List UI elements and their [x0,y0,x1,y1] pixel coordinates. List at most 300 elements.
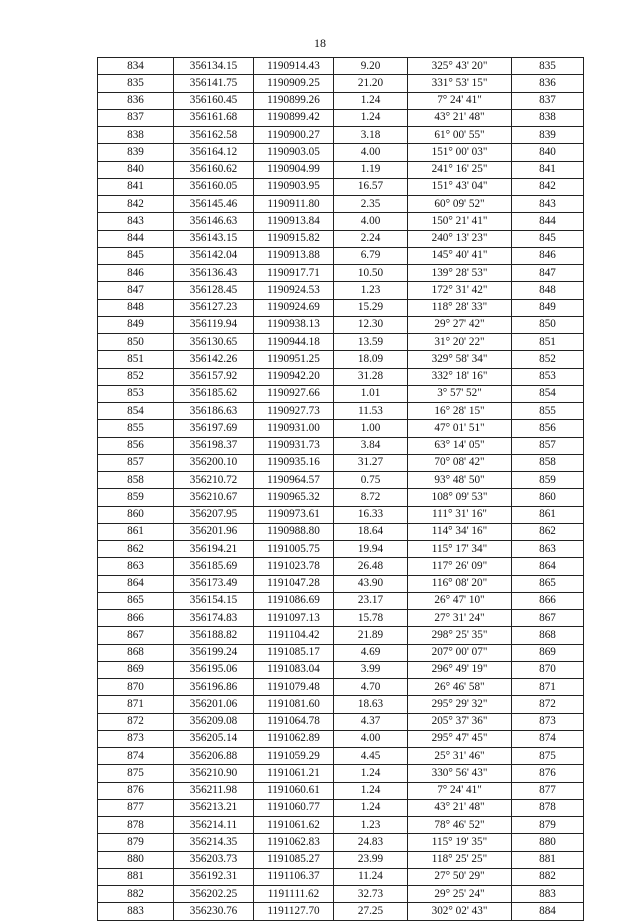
x-coordinate-cell: 356185.62 [174,385,254,402]
table-row [98,575,584,592]
y-coordinate-cell: 1191104.42 [254,627,334,644]
bearing-cell: 302° 02' 43" [408,903,512,920]
y-coordinate-cell: 1191061.21 [254,765,334,782]
next-point-cell: 857 [512,437,584,454]
table-row [98,127,584,144]
y-coordinate-cell: 1190924.53 [254,282,334,299]
x-coordinate-cell: 356157.92 [174,368,254,385]
point-number-cell: 834 [98,58,174,75]
y-coordinate-cell: 1190911.80 [254,196,334,213]
distance-cell: 1.01 [334,385,408,402]
x-coordinate-cell: 356203.73 [174,851,254,868]
bearing-cell: 16° 28' 15" [408,403,512,420]
x-coordinate-cell: 356142.26 [174,351,254,368]
next-point-cell: 866 [512,592,584,609]
next-point-cell: 884 [512,903,584,920]
table-row [98,730,584,747]
y-coordinate-cell: 1190973.61 [254,506,334,523]
bearing-cell: 108° 09' 53" [408,489,512,506]
point-number-cell: 872 [98,713,174,730]
point-number-cell: 852 [98,368,174,385]
bearing-cell: 43° 21' 48" [408,109,512,126]
point-number-cell: 862 [98,541,174,558]
x-coordinate-cell: 356230.76 [174,903,254,920]
bearing-cell: 325° 43' 20" [408,58,512,75]
next-point-cell: 842 [512,178,584,195]
next-point-cell: 845 [512,230,584,247]
x-coordinate-cell: 356205.14 [174,730,254,747]
next-point-cell: 835 [512,58,584,75]
distance-cell: 16.33 [334,506,408,523]
table-row [98,334,584,351]
distance-cell: 18.64 [334,523,408,540]
y-coordinate-cell: 1191047.28 [254,575,334,592]
bearing-cell: 31° 20' 22" [408,334,512,351]
distance-cell: 31.28 [334,368,408,385]
bearing-cell: 241° 16' 25" [408,161,512,178]
next-point-cell: 863 [512,541,584,558]
distance-cell: 10.50 [334,265,408,282]
x-coordinate-cell: 356173.49 [174,575,254,592]
y-coordinate-cell: 1190899.42 [254,109,334,126]
y-coordinate-cell: 1191083.04 [254,661,334,678]
x-coordinate-cell: 356146.63 [174,213,254,230]
y-coordinate-cell: 1190938.13 [254,316,334,333]
point-number-cell: 867 [98,627,174,644]
x-coordinate-cell: 356185.69 [174,558,254,575]
distance-cell: 8.72 [334,489,408,506]
point-number-cell: 859 [98,489,174,506]
table-row [98,58,584,75]
y-coordinate-cell: 1191060.61 [254,782,334,799]
point-number-cell: 850 [98,334,174,351]
y-coordinate-cell: 1190931.00 [254,420,334,437]
next-point-cell: 855 [512,403,584,420]
bearing-cell: 115° 19' 35" [408,834,512,851]
table-row [98,523,584,540]
next-point-cell: 872 [512,696,584,713]
distance-cell: 43.90 [334,575,408,592]
next-point-cell: 841 [512,161,584,178]
x-coordinate-cell: 356201.96 [174,523,254,540]
next-point-cell: 843 [512,196,584,213]
bearing-cell: 207° 00' 07" [408,644,512,661]
y-coordinate-cell: 1191060.77 [254,799,334,816]
bearing-cell: 331° 53' 15" [408,75,512,92]
y-coordinate-cell: 1191005.75 [254,541,334,558]
distance-cell: 27.25 [334,903,408,920]
y-coordinate-cell: 1191086.69 [254,592,334,609]
next-point-cell: 871 [512,679,584,696]
y-coordinate-cell: 1191085.27 [254,851,334,868]
point-number-cell: 883 [98,903,174,920]
point-number-cell: 853 [98,385,174,402]
bearing-cell: 150° 21' 41" [408,213,512,230]
table-row [98,748,584,765]
point-number-cell: 840 [98,161,174,178]
bearing-cell: 172° 31' 42" [408,282,512,299]
next-point-cell: 840 [512,144,584,161]
y-coordinate-cell: 1190988.80 [254,523,334,540]
point-number-cell: 857 [98,454,174,471]
x-coordinate-cell: 356200.10 [174,454,254,471]
table-row [98,230,584,247]
distance-cell: 21.89 [334,627,408,644]
next-point-cell: 870 [512,661,584,678]
next-point-cell: 848 [512,282,584,299]
x-coordinate-cell: 356162.58 [174,127,254,144]
y-coordinate-cell: 1190965.32 [254,489,334,506]
point-number-cell: 861 [98,523,174,540]
distance-cell: 4.70 [334,679,408,696]
table-row [98,713,584,730]
bearing-cell: 111° 31' 16" [408,506,512,523]
distance-cell: 1.23 [334,817,408,834]
y-coordinate-cell: 1190899.26 [254,92,334,109]
x-coordinate-cell: 356213.21 [174,799,254,816]
table-row [98,558,584,575]
point-number-cell: 873 [98,730,174,747]
y-coordinate-cell: 1190903.05 [254,144,334,161]
bearing-cell: 93° 48' 50" [408,472,512,489]
table-row [98,506,584,523]
next-point-cell: 880 [512,834,584,851]
next-point-cell: 868 [512,627,584,644]
x-coordinate-cell: 356209.08 [174,713,254,730]
table-row [98,282,584,299]
table-row [98,161,584,178]
point-number-cell: 878 [98,817,174,834]
table-row [98,886,584,903]
point-number-cell: 837 [98,109,174,126]
table-row [98,765,584,782]
y-coordinate-cell: 1190924.69 [254,299,334,316]
distance-cell: 1.24 [334,109,408,126]
table-row [98,92,584,109]
bearing-cell: 25° 31' 46" [408,748,512,765]
table-row [98,851,584,868]
x-coordinate-cell: 356188.82 [174,627,254,644]
y-coordinate-cell: 1190942.20 [254,368,334,385]
distance-cell: 24.83 [334,834,408,851]
bearing-cell: 29° 25' 24" [408,886,512,903]
point-number-cell: 869 [98,661,174,678]
distance-cell: 6.79 [334,247,408,264]
x-coordinate-cell: 356195.06 [174,661,254,678]
point-number-cell: 866 [98,610,174,627]
table-row [98,403,584,420]
y-coordinate-cell: 1191097.13 [254,610,334,627]
distance-cell: 11.53 [334,403,408,420]
bearing-cell: 27° 50' 29" [408,868,512,885]
next-point-cell: 882 [512,868,584,885]
point-number-cell: 836 [98,92,174,109]
table-row [98,178,584,195]
table-row [98,903,584,920]
point-number-cell: 860 [98,506,174,523]
x-coordinate-cell: 356214.35 [174,834,254,851]
table-row [98,213,584,230]
y-coordinate-cell: 1191062.83 [254,834,334,851]
y-coordinate-cell: 1190913.84 [254,213,334,230]
coordinates-table-body [98,58,584,921]
bearing-cell: 78° 46' 52" [408,817,512,834]
point-number-cell: 844 [98,230,174,247]
table-row [98,696,584,713]
bearing-cell: 115° 17' 34" [408,541,512,558]
bearing-cell: 7° 24' 41" [408,782,512,799]
next-point-cell: 836 [512,75,584,92]
bearing-cell: 296° 49' 19" [408,661,512,678]
next-point-cell: 839 [512,127,584,144]
distance-cell: 4.00 [334,213,408,230]
bearing-cell: 151° 43' 04" [408,178,512,195]
y-coordinate-cell: 1190914.43 [254,58,334,75]
y-coordinate-cell: 1190915.82 [254,230,334,247]
distance-cell: 12.30 [334,316,408,333]
bearing-cell: 298° 25' 35" [408,627,512,644]
point-number-cell: 876 [98,782,174,799]
table-row [98,799,584,816]
point-number-cell: 839 [98,144,174,161]
next-point-cell: 854 [512,385,584,402]
x-coordinate-cell: 356134.15 [174,58,254,75]
y-coordinate-cell: 1190917.71 [254,265,334,282]
point-number-cell: 874 [98,748,174,765]
distance-cell: 15.29 [334,299,408,316]
table-row [98,592,584,609]
point-number-cell: 858 [98,472,174,489]
distance-cell: 26.48 [334,558,408,575]
bearing-cell: 295° 29' 32" [408,696,512,713]
distance-cell: 4.69 [334,644,408,661]
distance-cell: 18.09 [334,351,408,368]
x-coordinate-cell: 356143.15 [174,230,254,247]
y-coordinate-cell: 1191061.62 [254,817,334,834]
y-coordinate-cell: 1190900.27 [254,127,334,144]
point-number-cell: 881 [98,868,174,885]
table-row [98,299,584,316]
y-coordinate-cell: 1191081.60 [254,696,334,713]
bearing-cell: 117° 26' 09" [408,558,512,575]
table-row [98,817,584,834]
table-row [98,868,584,885]
distance-cell: 16.57 [334,178,408,195]
point-number-cell: 856 [98,437,174,454]
next-point-cell: 838 [512,109,584,126]
distance-cell: 4.00 [334,144,408,161]
x-coordinate-cell: 356202.25 [174,886,254,903]
bearing-cell: 139° 28' 53" [408,265,512,282]
distance-cell: 15.78 [334,610,408,627]
next-point-cell: 867 [512,610,584,627]
point-number-cell: 879 [98,834,174,851]
table-row [98,782,584,799]
distance-cell: 1.19 [334,161,408,178]
point-number-cell: 865 [98,592,174,609]
coordinates-table [97,57,584,921]
next-point-cell: 850 [512,316,584,333]
bearing-cell: 205° 37' 36" [408,713,512,730]
bearing-cell: 26° 47' 10" [408,592,512,609]
distance-cell: 19.94 [334,541,408,558]
bearing-cell: 145° 40' 41" [408,247,512,264]
distance-cell: 1.24 [334,765,408,782]
distance-cell: 1.23 [334,282,408,299]
next-point-cell: 851 [512,334,584,351]
distance-cell: 23.99 [334,851,408,868]
x-coordinate-cell: 356194.21 [174,541,254,558]
next-point-cell: 881 [512,851,584,868]
bearing-cell: 70° 08' 42" [408,454,512,471]
next-point-cell: 883 [512,886,584,903]
next-point-cell: 837 [512,92,584,109]
x-coordinate-cell: 356160.62 [174,161,254,178]
point-number-cell: 835 [98,75,174,92]
distance-cell: 3.84 [334,437,408,454]
y-coordinate-cell: 1191079.48 [254,679,334,696]
y-coordinate-cell: 1191062.89 [254,730,334,747]
table-row [98,144,584,161]
x-coordinate-cell: 356198.37 [174,437,254,454]
y-coordinate-cell: 1190927.66 [254,385,334,402]
distance-cell: 4.00 [334,730,408,747]
y-coordinate-cell: 1191111.62 [254,886,334,903]
x-coordinate-cell: 356130.65 [174,334,254,351]
x-coordinate-cell: 356201.06 [174,696,254,713]
bearing-cell: 295° 47' 45" [408,730,512,747]
point-number-cell: 838 [98,127,174,144]
next-point-cell: 874 [512,730,584,747]
bearing-cell: 7° 24' 41" [408,92,512,109]
x-coordinate-cell: 356164.12 [174,144,254,161]
table-row [98,627,584,644]
bearing-cell: 240° 13' 23" [408,230,512,247]
distance-cell: 9.20 [334,58,408,75]
x-coordinate-cell: 356160.05 [174,178,254,195]
x-coordinate-cell: 356210.72 [174,472,254,489]
y-coordinate-cell: 1190944.18 [254,334,334,351]
y-coordinate-cell: 1191023.78 [254,558,334,575]
x-coordinate-cell: 356192.31 [174,868,254,885]
y-coordinate-cell: 1190903.95 [254,178,334,195]
bearing-cell: 118° 25' 25" [408,851,512,868]
distance-cell: 13.59 [334,334,408,351]
next-point-cell: 858 [512,454,584,471]
distance-cell: 3.99 [334,661,408,678]
table-row [98,265,584,282]
x-coordinate-cell: 356145.46 [174,196,254,213]
next-point-cell: 844 [512,213,584,230]
next-point-cell: 849 [512,299,584,316]
y-coordinate-cell: 1190951.25 [254,351,334,368]
y-coordinate-cell: 1191085.17 [254,644,334,661]
distance-cell: 2.24 [334,230,408,247]
x-coordinate-cell: 356186.63 [174,403,254,420]
table-row [98,420,584,437]
x-coordinate-cell: 356128.45 [174,282,254,299]
bearing-cell: 332° 18' 16" [408,368,512,385]
x-coordinate-cell: 356207.95 [174,506,254,523]
table-row [98,368,584,385]
distance-cell: 23.17 [334,592,408,609]
x-coordinate-cell: 356154.15 [174,592,254,609]
next-point-cell: 859 [512,472,584,489]
point-number-cell: 843 [98,213,174,230]
next-point-cell: 877 [512,782,584,799]
point-number-cell: 855 [98,420,174,437]
y-coordinate-cell: 1190913.88 [254,247,334,264]
table-row [98,75,584,92]
point-number-cell: 870 [98,679,174,696]
table-row [98,454,584,471]
y-coordinate-cell: 1191127.70 [254,903,334,920]
distance-cell: 1.24 [334,799,408,816]
bearing-cell: 118° 28' 33" [408,299,512,316]
point-number-cell: 847 [98,282,174,299]
x-coordinate-cell: 356119.94 [174,316,254,333]
y-coordinate-cell: 1190935.16 [254,454,334,471]
y-coordinate-cell: 1191106.37 [254,868,334,885]
bearing-cell: 60° 09' 52" [408,196,512,213]
x-coordinate-cell: 356210.67 [174,489,254,506]
y-coordinate-cell: 1191064.78 [254,713,334,730]
y-coordinate-cell: 1191059.29 [254,748,334,765]
y-coordinate-cell: 1190904.99 [254,161,334,178]
table-row [98,437,584,454]
table-row [98,247,584,264]
bearing-cell: 47° 01' 51" [408,420,512,437]
x-coordinate-cell: 356160.45 [174,92,254,109]
y-coordinate-cell: 1190964.57 [254,472,334,489]
table-row [98,644,584,661]
next-point-cell: 875 [512,748,584,765]
point-number-cell: 877 [98,799,174,816]
x-coordinate-cell: 356196.86 [174,679,254,696]
table-row [98,385,584,402]
point-number-cell: 871 [98,696,174,713]
point-number-cell: 882 [98,886,174,903]
point-number-cell: 851 [98,351,174,368]
distance-cell: 0.75 [334,472,408,489]
point-number-cell: 848 [98,299,174,316]
x-coordinate-cell: 356197.69 [174,420,254,437]
table-row [98,541,584,558]
point-number-cell: 846 [98,265,174,282]
distance-cell: 1.24 [334,782,408,799]
bearing-cell: 27° 31' 24" [408,610,512,627]
next-point-cell: 864 [512,558,584,575]
y-coordinate-cell: 1190931.73 [254,437,334,454]
next-point-cell: 878 [512,799,584,816]
y-coordinate-cell: 1190909.25 [254,75,334,92]
distance-cell: 4.45 [334,748,408,765]
point-number-cell: 842 [98,196,174,213]
bearing-cell: 329° 58' 34" [408,351,512,368]
point-number-cell: 875 [98,765,174,782]
point-number-cell: 841 [98,178,174,195]
distance-cell: 4.37 [334,713,408,730]
next-point-cell: 865 [512,575,584,592]
point-number-cell: 854 [98,403,174,420]
table-row [98,834,584,851]
x-coordinate-cell: 356211.98 [174,782,254,799]
distance-cell: 32.73 [334,886,408,903]
table-row [98,679,584,696]
next-point-cell: 856 [512,420,584,437]
distance-cell: 31.27 [334,454,408,471]
table-row [98,351,584,368]
